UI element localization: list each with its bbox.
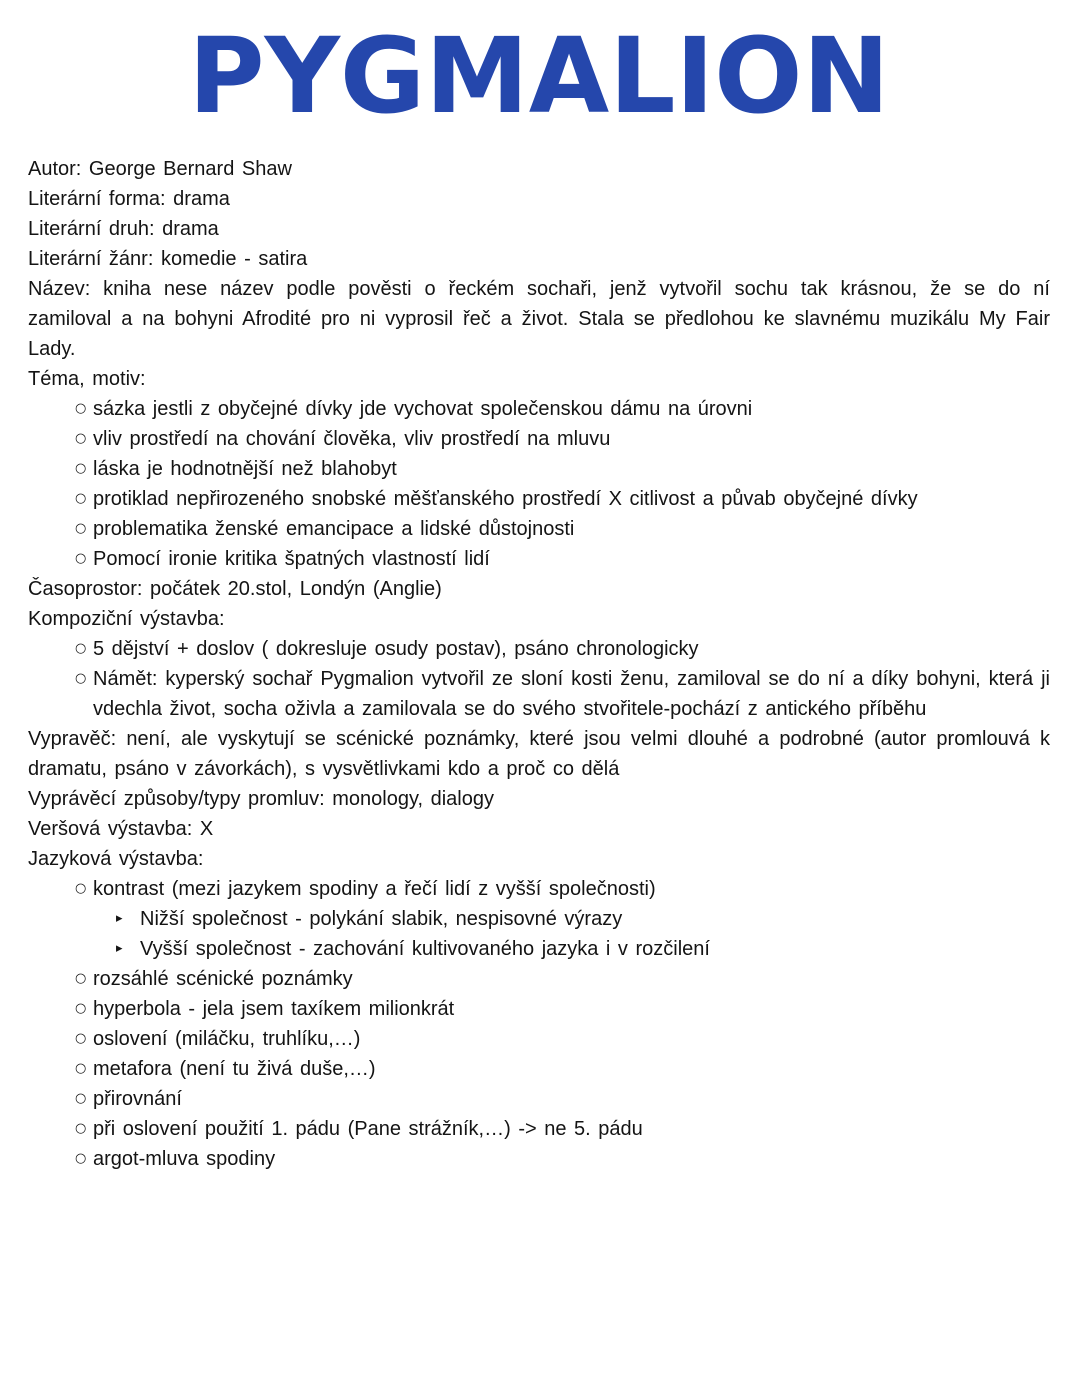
line-vypraveci-zpusoby: Vyprávěcí způsoby/typy promluv: monology, dialogy	[28, 788, 494, 811]
document-body	[28, 154, 1050, 1174]
line-jazykova-vystavba: Jazyková výstavba:	[28, 848, 204, 871]
subbullet-text: Nižší společnost - polykání slabik, nespisovné výrazy	[140, 908, 623, 931]
bullet-item	[75, 1144, 1050, 1174]
bullet-text: oslovení (miláčku, truhlíku,…)	[93, 1028, 361, 1051]
bullet-item	[75, 394, 1050, 424]
triangle-bullet-icon: ▸	[116, 941, 123, 957]
line-kompozicni-vystavba: Kompoziční výstavba:	[28, 608, 225, 631]
circle-bullet-icon: ○	[75, 881, 87, 897]
circle-bullet-icon: ○	[75, 1121, 87, 1137]
subbullet-item	[116, 904, 1050, 934]
circle-bullet-icon: ○	[75, 641, 87, 657]
circle-bullet-icon: ○	[75, 671, 87, 687]
triangle-bullet-icon: ▸	[116, 911, 123, 927]
bullet-text: láska je hodnotnější než blahobyt	[93, 458, 397, 481]
bullet-item	[75, 634, 1050, 664]
bullet-item	[75, 964, 1050, 994]
line-casoprostor: Časoprostor: počátek 20.stol, Londýn (Anglie)	[28, 578, 442, 601]
circle-bullet-icon: ○	[75, 431, 87, 447]
bullet-text: problematika ženské emancipace a lidské důstojnosti	[93, 518, 575, 541]
circle-bullet-icon: ○	[75, 401, 87, 417]
bullet-item	[75, 514, 1050, 544]
bullet-item	[75, 1084, 1050, 1114]
line-versova-vystavba: Veršová výstavba: X	[28, 818, 214, 841]
line-literarni-forma: Literární forma: drama	[28, 188, 230, 211]
bullet-text: rozsáhlé scénické poznámky	[93, 968, 353, 991]
bullet-item	[75, 454, 1050, 484]
bullet-text: přirovnání	[93, 1088, 182, 1111]
para-vypravec: Vypravěč: není, ale vyskytují se scénické poznámky, které jsou velmi dlouhé a podrobné (autor promlouvá k dramatu, psáno v závorkách), s vysvětlivkami kdo a proč co dělá	[28, 728, 1050, 781]
circle-bullet-icon: ○	[75, 1151, 87, 1167]
bullet-text: 5 dějství + doslov ( dokresluje osudy postav), psáno chronologicky	[93, 638, 699, 661]
bullet-item	[75, 424, 1050, 454]
bullet-text: protiklad nepřirozeného snobské měšťanského prostředí X citlivost a půvab obyčejné dívky	[93, 488, 918, 511]
circle-bullet-icon: ○	[75, 1001, 87, 1017]
bullet-text: Pomocí ironie kritika špatných vlastností lidí	[93, 548, 490, 571]
circle-bullet-icon: ○	[75, 1031, 87, 1047]
circle-bullet-icon: ○	[75, 491, 87, 507]
circle-bullet-icon: ○	[75, 521, 87, 537]
subbullet-item	[116, 934, 1050, 964]
bullet-text: metafora (není tu živá duše,…)	[93, 1058, 376, 1081]
bullet-text: vliv prostředí na chování člověka, vliv prostředí na mluvu	[93, 428, 611, 451]
bullet-item	[75, 1024, 1050, 1054]
subbullet-text: Vyšší společnost - zachování kultivovaného jazyka i v rozčilení	[140, 938, 710, 961]
bullet-text: kontrast (mezi jazykem spodiny a řečí lidí z vyšší společnosti)	[93, 878, 656, 901]
bullet-item	[75, 874, 1050, 904]
bullet-text: argot-mluva spodiny	[93, 1148, 276, 1171]
circle-bullet-icon: ○	[75, 971, 87, 987]
circle-bullet-icon: ○	[75, 461, 87, 477]
line-autor: Autor: George Bernard Shaw	[28, 158, 292, 181]
circle-bullet-icon: ○	[75, 1061, 87, 1077]
bullet-text: sázka jestli z obyčejné dívky jde vychovat společenskou dámu na úrovni	[93, 398, 753, 421]
bullet-item	[75, 1114, 1050, 1144]
bullet-text: při oslovení použití 1. pádu (Pane strážník,…) -> ne 5. pádu	[93, 1118, 643, 1141]
bullet-item	[75, 484, 1050, 514]
bullet-item	[75, 994, 1050, 1024]
page-title: PYGMALION	[188, 15, 890, 137]
bullet-text: Námět: kyperský sochař Pygmalion vytvořil ze sloní kosti ženu, zamiloval se do ní a díky bohyni, která ji vdechla život, socha oživla a zamilovala se do svého stvořitele-pochází z antického příběhu	[93, 668, 1050, 721]
line-literarni-druh: Literární druh: drama	[28, 218, 219, 241]
bullet-item	[75, 1054, 1050, 1084]
line-tema-motiv: Téma, motiv:	[28, 368, 146, 391]
circle-bullet-icon: ○	[75, 1091, 87, 1107]
bullet-text: hyperbola - jela jsem taxíkem milionkrát	[93, 998, 455, 1021]
bullet-item	[75, 544, 1050, 574]
line-literarni-zanr: Literární žánr: komedie - satira	[28, 248, 308, 271]
bullet-item	[75, 664, 1050, 724]
circle-bullet-icon: ○	[75, 551, 87, 567]
para-nazev: Název: kniha nese název podle pověsti o řeckém sochaři, jenž vytvořil sochu tak krásnou, že se do ní zamiloval a na bohyni Afrodité pro ni vyprosil řeč a život. Stala se předlohou ke slavnému muzikálu My Fair Lady.	[28, 278, 1050, 361]
